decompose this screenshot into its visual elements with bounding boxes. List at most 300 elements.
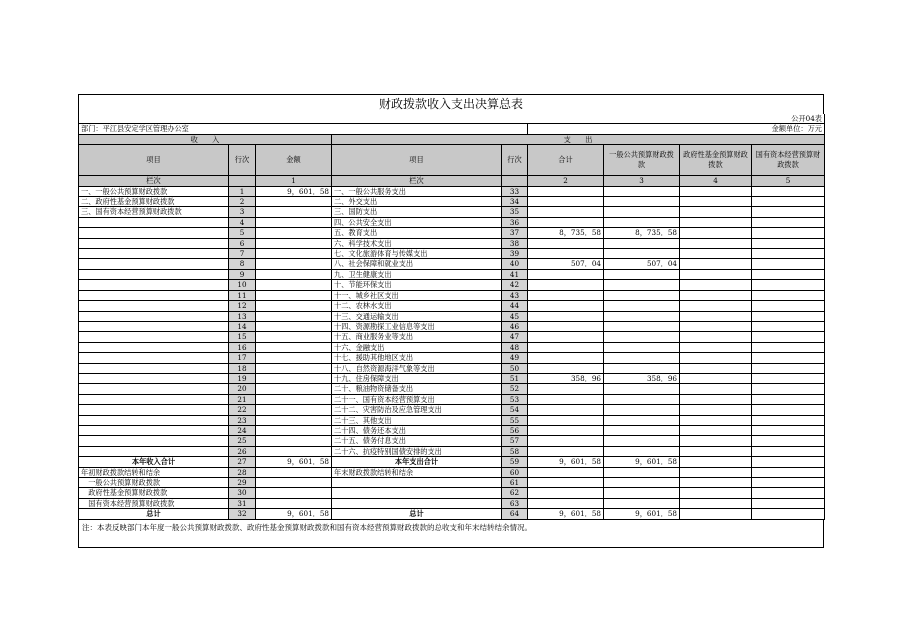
income-row-no: 16 xyxy=(229,342,256,352)
expense-gov-fund xyxy=(680,301,752,311)
table-row xyxy=(79,228,825,238)
income-row-no: 32 xyxy=(229,509,256,519)
expense-state-capital xyxy=(752,238,825,248)
table-row xyxy=(79,321,825,331)
expense-row-no: 33 xyxy=(502,186,528,196)
expense-item: 十、节能环保支出 xyxy=(332,280,502,290)
expense-row-no: 34 xyxy=(502,197,528,207)
section-header-row xyxy=(79,134,825,144)
income-row-no: 19 xyxy=(229,373,256,383)
income-amount xyxy=(256,425,332,435)
expense-item: 二十六、抗疫特别国债安排的支出 xyxy=(332,446,502,456)
income-item: 二、政府性基金预算财政拨款 xyxy=(79,197,229,207)
expense-state-capital xyxy=(752,363,825,373)
income-row-no: 27 xyxy=(229,457,256,467)
table-body xyxy=(79,186,825,519)
income-row-no: 2 xyxy=(229,197,256,207)
income-row-no: 11 xyxy=(229,290,256,300)
expense-total: 9，601．58 xyxy=(528,457,604,467)
expense-total xyxy=(528,478,604,488)
expense-general xyxy=(604,384,680,394)
column-header-row xyxy=(79,145,825,176)
expense-gov-fund xyxy=(680,342,752,352)
expense-gov-fund xyxy=(680,394,752,404)
expense-gov-fund xyxy=(680,259,752,269)
expense-general xyxy=(604,446,680,456)
expense-row-no: 39 xyxy=(502,249,528,259)
expense-item: 一、一般公共服务支出 xyxy=(332,186,502,196)
income-amount xyxy=(256,238,332,248)
expense-state-capital xyxy=(752,415,825,425)
income-amount xyxy=(256,467,332,477)
income-amount xyxy=(256,436,332,446)
expense-total xyxy=(528,217,604,227)
table-row xyxy=(79,478,825,488)
expense-total: 8，735．58 xyxy=(528,228,604,238)
income-amount xyxy=(256,228,332,238)
table-row xyxy=(79,290,825,300)
expense-state-capital xyxy=(752,509,825,519)
expense-state-capital xyxy=(752,332,825,342)
expense-general xyxy=(604,467,680,477)
income-item: 本年收入合计 xyxy=(79,457,229,467)
expense-general xyxy=(604,353,680,363)
expense-gov-fund xyxy=(680,467,752,477)
expense-general xyxy=(604,488,680,498)
expense-general xyxy=(604,415,680,425)
expense-state-capital xyxy=(752,436,825,446)
income-amount xyxy=(256,321,332,331)
expense-row-no: 40 xyxy=(502,259,528,269)
expense-state-capital xyxy=(752,301,825,311)
income-amount xyxy=(256,363,332,373)
report-title: 财政拨款收入支出决算总表 xyxy=(78,94,824,114)
income-item xyxy=(79,269,229,279)
expense-gov-fund xyxy=(680,290,752,300)
form-no: 公开04表 xyxy=(79,114,825,124)
expense-row-no: 57 xyxy=(502,436,528,446)
income-amount xyxy=(256,405,332,415)
expense-gov-fund xyxy=(680,373,752,383)
expense-general xyxy=(604,436,680,446)
expense-general xyxy=(604,249,680,259)
income-row-no: 17 xyxy=(229,353,256,363)
expense-general xyxy=(604,186,680,196)
income-item xyxy=(79,311,229,321)
expense-gov-fund xyxy=(680,478,752,488)
col-expense-row: 行次 xyxy=(502,145,528,176)
expense-row-no: 64 xyxy=(502,509,528,519)
expense-state-capital xyxy=(752,488,825,498)
expense-state-capital xyxy=(752,186,825,196)
expense-total xyxy=(528,394,604,404)
income-item: 总计 xyxy=(79,509,229,519)
table-row xyxy=(79,207,825,217)
expense-gov-fund xyxy=(680,207,752,217)
expense-item: 二十五、债务付息支出 xyxy=(332,436,502,446)
expense-row-no: 37 xyxy=(502,228,528,238)
expense-row-no: 53 xyxy=(502,394,528,404)
expense-row-no: 50 xyxy=(502,363,528,373)
expense-gov-fund xyxy=(680,353,752,363)
table-row xyxy=(79,363,825,373)
table-row xyxy=(79,384,825,394)
income-row-no: 21 xyxy=(229,394,256,404)
expense-row-no: 41 xyxy=(502,269,528,279)
col-income-row: 行次 xyxy=(229,145,256,176)
income-row-no: 3 xyxy=(229,207,256,217)
expense-general xyxy=(604,332,680,342)
income-row-no: 20 xyxy=(229,384,256,394)
expense-item: 七、文化旅游体育与传媒支出 xyxy=(332,249,502,259)
expense-total xyxy=(528,269,604,279)
expense-general: 9，601．58 xyxy=(604,509,680,519)
income-row-no: 14 xyxy=(229,321,256,331)
expense-general xyxy=(604,394,680,404)
expense-general xyxy=(604,405,680,415)
income-amount xyxy=(256,384,332,394)
income-item: 三、国有资本经营预算财政拨款 xyxy=(79,207,229,217)
table-row xyxy=(79,457,825,467)
expense-state-capital xyxy=(752,353,825,363)
expense-item: 十九、住房保障支出 xyxy=(332,373,502,383)
income-amount xyxy=(256,207,332,217)
expense-total xyxy=(528,280,604,290)
income-row-no: 7 xyxy=(229,249,256,259)
expense-general xyxy=(604,269,680,279)
expense-general xyxy=(604,478,680,488)
summary-table xyxy=(78,114,825,520)
expense-gov-fund xyxy=(680,446,752,456)
expense-gov-fund xyxy=(680,415,752,425)
income-item xyxy=(79,301,229,311)
expense-general xyxy=(604,321,680,331)
expense-item: 十一、城乡社区支出 xyxy=(332,290,502,300)
expense-row-no: 54 xyxy=(502,405,528,415)
income-header: 收 入 xyxy=(79,134,332,144)
expense-total xyxy=(528,405,604,415)
expense-gov-fund xyxy=(680,228,752,238)
income-amount xyxy=(256,332,332,342)
expense-state-capital xyxy=(752,446,825,456)
expense-general xyxy=(604,311,680,321)
income-item xyxy=(79,436,229,446)
income-item xyxy=(79,290,229,300)
income-row-no: 18 xyxy=(229,363,256,373)
expense-state-capital xyxy=(752,249,825,259)
income-amount xyxy=(256,301,332,311)
expense-state-capital xyxy=(752,467,825,477)
col-num-2: 2 xyxy=(528,176,604,186)
col-num-label: 栏次 xyxy=(79,176,229,186)
col-state-capital: 国有资本经营预算财政拨款 xyxy=(752,145,825,176)
expense-total xyxy=(528,436,604,446)
table-row xyxy=(79,217,825,227)
expense-state-capital xyxy=(752,290,825,300)
income-item xyxy=(79,249,229,259)
income-item xyxy=(79,363,229,373)
expense-state-capital xyxy=(752,217,825,227)
expense-total xyxy=(528,207,604,217)
income-amount xyxy=(256,478,332,488)
expense-gov-fund xyxy=(680,509,752,519)
expense-row-no: 51 xyxy=(502,373,528,383)
expense-row-no: 61 xyxy=(502,478,528,488)
expense-item xyxy=(332,478,502,488)
expense-item: 十三、交通运输支出 xyxy=(332,311,502,321)
expense-general xyxy=(604,342,680,352)
expense-gov-fund xyxy=(680,363,752,373)
expense-item: 九、卫生健康支出 xyxy=(332,269,502,279)
expense-gov-fund xyxy=(680,436,752,446)
income-row-no: 29 xyxy=(229,478,256,488)
expense-row-no: 47 xyxy=(502,332,528,342)
income-amount: 9，601．58 xyxy=(256,186,332,196)
income-item xyxy=(79,353,229,363)
expense-header: 支 出 xyxy=(332,134,825,144)
expense-gov-fund xyxy=(680,321,752,331)
income-amount xyxy=(256,353,332,363)
expense-general: 9，601．58 xyxy=(604,457,680,467)
expense-state-capital xyxy=(752,280,825,290)
expense-row-no: 63 xyxy=(502,498,528,508)
expense-state-capital xyxy=(752,384,825,394)
table-row xyxy=(79,373,825,383)
expense-row-no: 42 xyxy=(502,280,528,290)
expense-general xyxy=(604,425,680,435)
table-row xyxy=(79,332,825,342)
expense-gov-fund xyxy=(680,488,752,498)
expense-gov-fund xyxy=(680,186,752,196)
income-amount: 9，601．58 xyxy=(256,509,332,519)
meta-row xyxy=(79,124,825,134)
expense-row-no: 55 xyxy=(502,415,528,425)
expense-row-no: 52 xyxy=(502,384,528,394)
income-item xyxy=(79,321,229,331)
expense-total xyxy=(528,186,604,196)
expense-item: 二十二、灾害防治及应急管理支出 xyxy=(332,405,502,415)
income-item xyxy=(79,259,229,269)
col-total: 合计 xyxy=(528,145,604,176)
expense-gov-fund xyxy=(680,249,752,259)
income-row-no: 22 xyxy=(229,405,256,415)
expense-row-no: 49 xyxy=(502,353,528,363)
income-item xyxy=(79,373,229,383)
expense-item xyxy=(332,498,502,508)
col-gov-fund: 政府性基金预算财政拨款 xyxy=(680,145,752,176)
expense-row-no: 35 xyxy=(502,207,528,217)
report-sheet xyxy=(78,94,824,548)
table-row xyxy=(79,249,825,259)
table-row xyxy=(79,186,825,196)
expense-gov-fund xyxy=(680,384,752,394)
expense-state-capital xyxy=(752,478,825,488)
table-row xyxy=(79,353,825,363)
col-num-label-2: 栏次 xyxy=(332,176,502,186)
expense-row-no: 45 xyxy=(502,311,528,321)
expense-general xyxy=(604,301,680,311)
expense-gov-fund xyxy=(680,332,752,342)
income-item: 国有资本经营预算财政拨款 xyxy=(79,498,229,508)
col-general: 一般公共预算财政拨款 xyxy=(604,145,680,176)
expense-state-capital xyxy=(752,498,825,508)
department: 部门：平江县安定学区管理办公室 xyxy=(79,124,528,134)
income-row-no: 6 xyxy=(229,238,256,248)
expense-item: 四、公共安全支出 xyxy=(332,217,502,227)
income-row-no: 1 xyxy=(229,186,256,196)
table-row xyxy=(79,509,825,519)
expense-general xyxy=(604,217,680,227)
income-amount xyxy=(256,488,332,498)
income-item xyxy=(79,415,229,425)
expense-gov-fund xyxy=(680,457,752,467)
expense-total xyxy=(528,311,604,321)
expense-gov-fund xyxy=(680,405,752,415)
income-amount xyxy=(256,311,332,321)
expense-item: 年末财政拨款结转和结余 xyxy=(332,467,502,477)
expense-item: 十五、商业服务业等支出 xyxy=(332,332,502,342)
expense-row-no: 38 xyxy=(502,238,528,248)
col-expense-item: 项目 xyxy=(332,145,502,176)
expense-gov-fund xyxy=(680,269,752,279)
income-row-no: 5 xyxy=(229,228,256,238)
col-num-1: 1 xyxy=(256,176,332,186)
expense-item: 三、国防支出 xyxy=(332,207,502,217)
expense-row-no: 58 xyxy=(502,446,528,456)
income-amount xyxy=(256,446,332,456)
income-row-no: 24 xyxy=(229,425,256,435)
form-no-row xyxy=(79,114,825,124)
expense-general xyxy=(604,280,680,290)
expense-state-capital xyxy=(752,269,825,279)
expense-state-capital xyxy=(752,197,825,207)
table-row xyxy=(79,415,825,425)
income-item xyxy=(79,405,229,415)
expense-item: 十八、自然资源海洋气象等支出 xyxy=(332,363,502,373)
income-row-no: 30 xyxy=(229,488,256,498)
expense-gov-fund xyxy=(680,280,752,290)
expense-state-capital xyxy=(752,311,825,321)
expense-row-no: 62 xyxy=(502,488,528,498)
expense-item: 八、社会保障和就业支出 xyxy=(332,259,502,269)
amount-unit: 金额单位：万元 xyxy=(528,124,825,134)
expense-item: 总计 xyxy=(332,509,502,519)
expense-general xyxy=(604,197,680,207)
expense-state-capital xyxy=(752,394,825,404)
income-amount: 9，601．58 xyxy=(256,457,332,467)
income-amount xyxy=(256,217,332,227)
expense-total xyxy=(528,321,604,331)
expense-row-no: 46 xyxy=(502,321,528,331)
expense-gov-fund xyxy=(680,425,752,435)
expense-gov-fund xyxy=(680,498,752,508)
table-row xyxy=(79,446,825,456)
income-item xyxy=(79,394,229,404)
expense-total xyxy=(528,446,604,456)
income-item xyxy=(79,342,229,352)
income-item: 一、一般公共预算财政拨款 xyxy=(79,186,229,196)
expense-general xyxy=(604,238,680,248)
expense-state-capital xyxy=(752,259,825,269)
income-amount xyxy=(256,342,332,352)
income-item xyxy=(79,228,229,238)
income-row-no: 28 xyxy=(229,467,256,477)
expense-total xyxy=(528,197,604,207)
table-row xyxy=(79,269,825,279)
income-amount xyxy=(256,373,332,383)
expense-item: 二十一、国有资本经营预算支出 xyxy=(332,394,502,404)
expense-general xyxy=(604,290,680,300)
expense-row-no: 48 xyxy=(502,342,528,352)
expense-state-capital xyxy=(752,457,825,467)
income-row-no: 23 xyxy=(229,415,256,425)
expense-total xyxy=(528,353,604,363)
expense-state-capital xyxy=(752,405,825,415)
expense-total xyxy=(528,415,604,425)
expense-state-capital xyxy=(752,228,825,238)
expense-gov-fund xyxy=(680,311,752,321)
expense-total xyxy=(528,301,604,311)
expense-total xyxy=(528,498,604,508)
income-amount xyxy=(256,197,332,207)
expense-total xyxy=(528,342,604,352)
income-row-no: 15 xyxy=(229,332,256,342)
income-row-no: 9 xyxy=(229,269,256,279)
expense-total: 507．04 xyxy=(528,259,604,269)
expense-total xyxy=(528,384,604,394)
income-amount xyxy=(256,280,332,290)
expense-total xyxy=(528,488,604,498)
income-item xyxy=(79,384,229,394)
col-num-3: 3 xyxy=(604,176,680,186)
expense-item: 十七、援助其他地区支出 xyxy=(332,353,502,363)
table-row xyxy=(79,259,825,269)
expense-total xyxy=(528,238,604,248)
expense-total xyxy=(528,467,604,477)
table-row xyxy=(79,197,825,207)
table-row xyxy=(79,301,825,311)
income-amount xyxy=(256,394,332,404)
income-row-no: 26 xyxy=(229,446,256,456)
expense-total: 9，601．58 xyxy=(528,509,604,519)
expense-item: 本年支出合计 xyxy=(332,457,502,467)
income-row-no: 25 xyxy=(229,436,256,446)
income-row-no: 13 xyxy=(229,311,256,321)
expense-gov-fund xyxy=(680,217,752,227)
expense-row-no: 56 xyxy=(502,425,528,435)
income-item xyxy=(79,446,229,456)
expense-gov-fund xyxy=(680,238,752,248)
expense-general xyxy=(604,363,680,373)
expense-item: 十六、金融支出 xyxy=(332,342,502,352)
expense-row-no: 43 xyxy=(502,290,528,300)
expense-item: 十二、农林水支出 xyxy=(332,301,502,311)
col-income-item: 项目 xyxy=(79,145,229,176)
income-amount xyxy=(256,249,332,259)
income-item xyxy=(79,425,229,435)
expense-item: 十四、资源勘探工业信息等支出 xyxy=(332,321,502,331)
table-row xyxy=(79,498,825,508)
income-item xyxy=(79,280,229,290)
column-number-row xyxy=(79,176,825,186)
income-amount xyxy=(256,259,332,269)
expense-total: 358．96 xyxy=(528,373,604,383)
table-row xyxy=(79,425,825,435)
expense-general: 507．04 xyxy=(604,259,680,269)
table-row xyxy=(79,467,825,477)
expense-item: 二十四、债务还本支出 xyxy=(332,425,502,435)
income-amount xyxy=(256,498,332,508)
